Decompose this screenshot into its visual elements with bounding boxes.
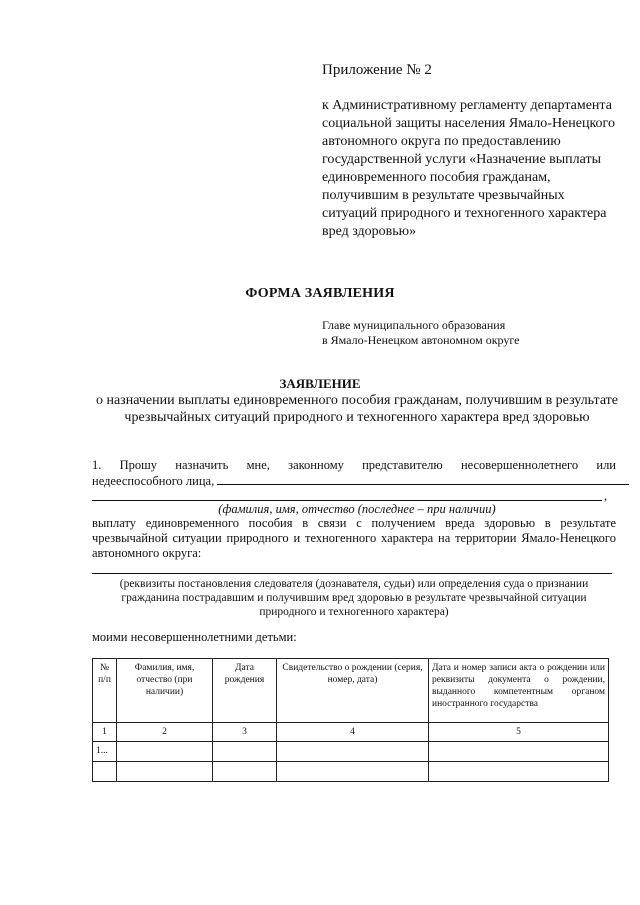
appendix-body: к Административному регламенту департамента социальной защиты населения Ямало-Ненецкого автономного округа по предоставлению государственной услуги «Назначение выплаты единовременного пособия гражданам, получившим в результате чрезвычайных ситуаций природного и техногенного характера вред здоровью» <box>322 98 615 239</box>
table-cell[interactable] <box>277 762 429 782</box>
header-cell-number: № п/п <box>93 659 117 723</box>
name-fill-line[interactable] <box>217 473 629 485</box>
table-cell[interactable] <box>117 742 213 762</box>
column-number: 4 <box>277 723 429 742</box>
appendix-title: Приложение № 2 <box>322 62 432 78</box>
children-label: моими несовершеннолетними детьми: <box>92 630 297 644</box>
column-number: 5 <box>429 723 609 742</box>
header-cell-record: Дата и номер записи акта о рождении или реквизиты документа о рождении, выданного компетентным органом иностранного государства <box>429 659 609 723</box>
table-cell[interactable] <box>429 742 609 762</box>
requisites-fill-line[interactable] <box>92 573 612 574</box>
table-header-row <box>93 659 609 723</box>
paragraph1-line2 <box>92 473 616 489</box>
table-cell[interactable] <box>117 762 213 782</box>
children-table <box>92 658 609 782</box>
addressee <box>322 318 622 348</box>
addressee-line2: в Ямало-Ненецком автономном округе <box>322 333 520 347</box>
table-cell[interactable] <box>429 762 609 782</box>
header-cell-certificate: Свидетельство о рождении (серия, номер, дата) <box>277 659 429 723</box>
form-title: ФОРМА ЗАЯВЛЕНИЯ <box>245 286 395 301</box>
column-number: 2 <box>117 723 213 742</box>
table-cell[interactable]: 1... <box>93 742 117 762</box>
name-fill-line-2[interactable] <box>92 500 602 501</box>
column-number: 3 <box>213 723 277 742</box>
column-number: 1 <box>93 723 117 742</box>
statement-title: ЗАЯВЛЕНИЕ <box>279 376 361 391</box>
paragraph1-line1: 1. Прошу назначить мне, законному представителю несовершеннолетнего или <box>92 458 616 472</box>
name-end-comma: , <box>604 489 608 503</box>
paragraph2: выплату единовременного пособия в связи с получением вреда здоровью в результате чрезвычайной ситуации природного и техногенного характера на территории Ямало-Ненецкого автономного округа: <box>92 516 616 560</box>
paragraph1-line2-text: недееспособного лица, <box>92 474 215 488</box>
requisites-caption: (реквизиты постановления следователя (дознавателя, судьи) или определения суда о признании гражданина пострадавшим и получившим вред здоровью в результате чрезвычайной ситуации природного и техногенного характера) <box>119 578 589 618</box>
header-cell-birthdate: Дата рождения <box>213 659 277 723</box>
table-cell[interactable] <box>93 762 117 782</box>
table-cell[interactable] <box>213 762 277 782</box>
table-cell[interactable] <box>213 742 277 762</box>
header-cell-name: Фамилия, имя, отчество (при наличии) <box>117 659 213 723</box>
name-caption: (фамилия, имя, отчество (последнее – при наличии) <box>218 502 496 516</box>
table-cell[interactable] <box>277 742 429 762</box>
statement-subtitle: о назначении выплаты единовременного пособия гражданам, получившим в результате чрезвычайных ситуаций природного и техногенного характера вред здоровью <box>95 393 619 425</box>
table-row <box>93 742 609 762</box>
table-number-row <box>93 723 609 742</box>
table-row <box>93 762 609 782</box>
addressee-line1: Главе муниципального образования <box>322 318 506 332</box>
